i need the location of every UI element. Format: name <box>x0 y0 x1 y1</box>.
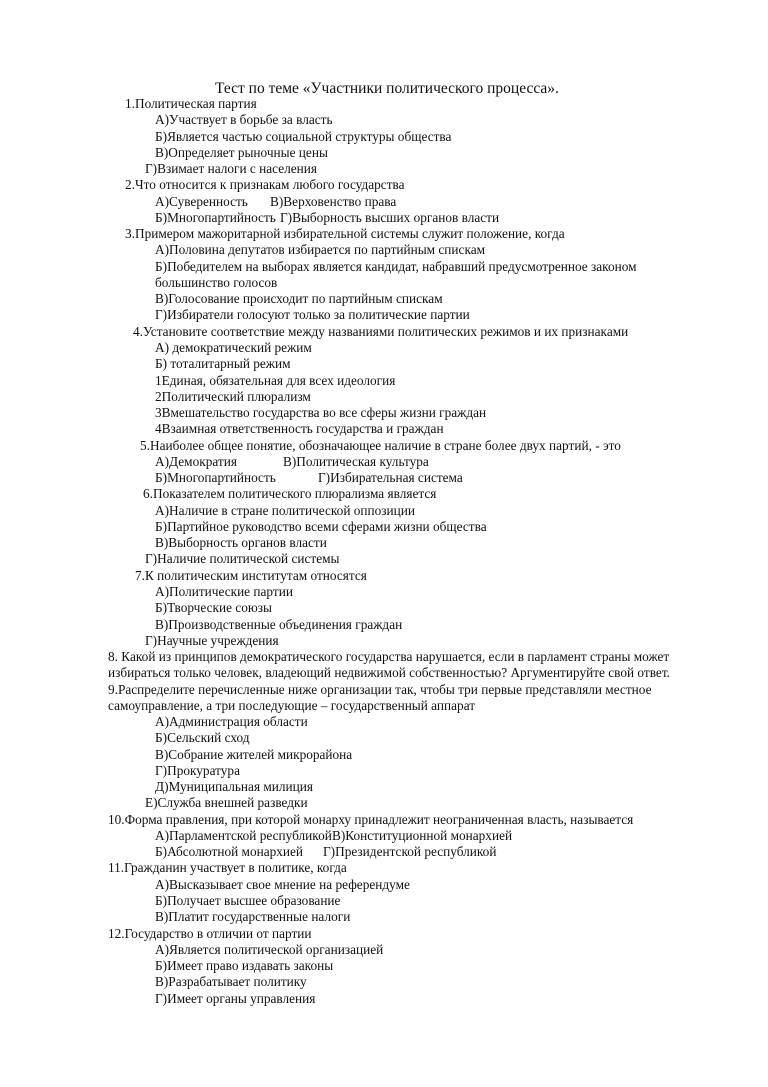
question-4: 4.Установите соответствие между названиями политических режимов и их признаками <box>133 323 629 339</box>
option: А)Является политической организацией <box>155 941 384 957</box>
option: Б)Партийное руководство всеми сферами жизни общества <box>155 518 487 534</box>
question-8: 8. Какой из принципов демократического государства нарушается, если в парламент страны может <box>108 649 670 665</box>
option: Г)Взимает налоги с населения <box>145 161 318 177</box>
option: В)Конституционной монархией <box>332 827 513 843</box>
question-5: 5.Наиболее общее понятие, обозначающее наличие в стране более двух партий, - это <box>140 437 621 453</box>
option: Б)Получает высшее образование <box>155 893 341 909</box>
feature: 3Вмешательство государства во все сферы жизни граждан <box>155 405 487 421</box>
option: А)Демократия <box>155 453 237 469</box>
question-8-cont: избираться только человек, владеющий недвижимой собственностью? Аргументируйте свой ответ. <box>108 665 670 681</box>
option: В)Производственные объединения граждан <box>155 616 403 632</box>
option: Г)Научные учреждения <box>145 632 279 648</box>
question-9-cont: самоуправление, а три последующие – государственный аппарат <box>108 697 476 713</box>
option: Б)Является частью социальной структуры общества <box>155 128 452 144</box>
option: В)Голосование происходит по партийным спискам <box>155 291 443 307</box>
question-1: 1.Политическая партия <box>125 96 257 111</box>
option: А)Наличие в стране политической оппозиции <box>155 502 416 518</box>
option: В)Выборность органов власти <box>155 535 327 551</box>
option: А)Участвует в борьбе за власть <box>155 112 333 128</box>
question-2: 2.Что относится к признакам любого государства <box>125 177 405 193</box>
option: А)Суверенность <box>155 193 248 209</box>
option: Е)Служба внешней разведки <box>145 795 308 811</box>
question-12: 12.Государство в отличии от партии <box>108 925 312 941</box>
question-9: 9.Распределите перечисленные ниже организации так, чтобы три первые представляли местное <box>108 681 652 697</box>
option: Б) тоталитарный режим <box>155 356 291 372</box>
option: Г)Выборность высших органов власти <box>280 209 500 225</box>
option: Б)Абсолютной монархией <box>155 844 304 860</box>
option: Г)Президентской республикой <box>323 844 497 860</box>
option: В)Верховенство права <box>270 193 397 209</box>
option: А)Парламентской республикой <box>155 827 332 843</box>
page-title: Тест по теме «Участники политического процесса». <box>215 80 559 97</box>
option: А) демократический режим <box>155 339 312 355</box>
option: Г)Имеет органы управления <box>155 990 316 1006</box>
option: А)Администрация области <box>155 714 308 730</box>
option: Г)Избиратели голосуют только за политические партии <box>155 307 470 323</box>
option: В)Политическая культура <box>283 453 429 469</box>
option: Б)Многопартийность <box>155 209 276 225</box>
option: В)Собрание жителей микрорайона <box>155 746 353 762</box>
option: Б)Имеет право издавать законы <box>155 958 334 974</box>
feature: 4Взаимная ответственность государства и граждан <box>155 421 444 437</box>
option: В)Платит государственные налоги <box>155 909 351 925</box>
feature: 2Политический плюрализм <box>155 388 311 404</box>
option: большинство голосов <box>155 274 278 290</box>
option: Б)Победителем на выборах является кандидат, набравший предусмотренное законом <box>155 258 637 274</box>
question-11: 11.Гражданин участвует в политике, когда <box>108 860 347 876</box>
question-3: 3.Примером мажоритарной избирательной системы служит положение, когда <box>125 226 565 242</box>
question-7: 7.К политическим институтам относятся <box>135 567 367 583</box>
option: Г)Избирательная система <box>318 470 463 486</box>
option: В)Определяет рыночные цены <box>155 144 328 160</box>
option: Б)Творческие союзы <box>155 600 272 616</box>
option: А)Высказывает свое мнение на референдуме <box>155 876 410 892</box>
option: Б)Сельский сход <box>155 730 250 746</box>
feature: 1Единая, обязательная для всех идеология <box>155 372 396 388</box>
question-6: 6.Показателем политического плюрализма является <box>143 486 437 502</box>
option: А)Половина депутатов избирается по партийным спискам <box>155 242 486 258</box>
option: Д)Муниципальная милиция <box>155 779 314 795</box>
option: В)Разрабатывает политику <box>155 974 307 990</box>
option: Г)Прокуратура <box>155 762 240 778</box>
option: Б)Многопартийность <box>155 470 276 486</box>
option: А)Политические партии <box>155 583 293 599</box>
option: Г)Наличие политической системы <box>145 551 340 567</box>
question-10: 10.Форма правления, при которой монарху принадлежит неограниченная власть, называется <box>108 811 634 827</box>
